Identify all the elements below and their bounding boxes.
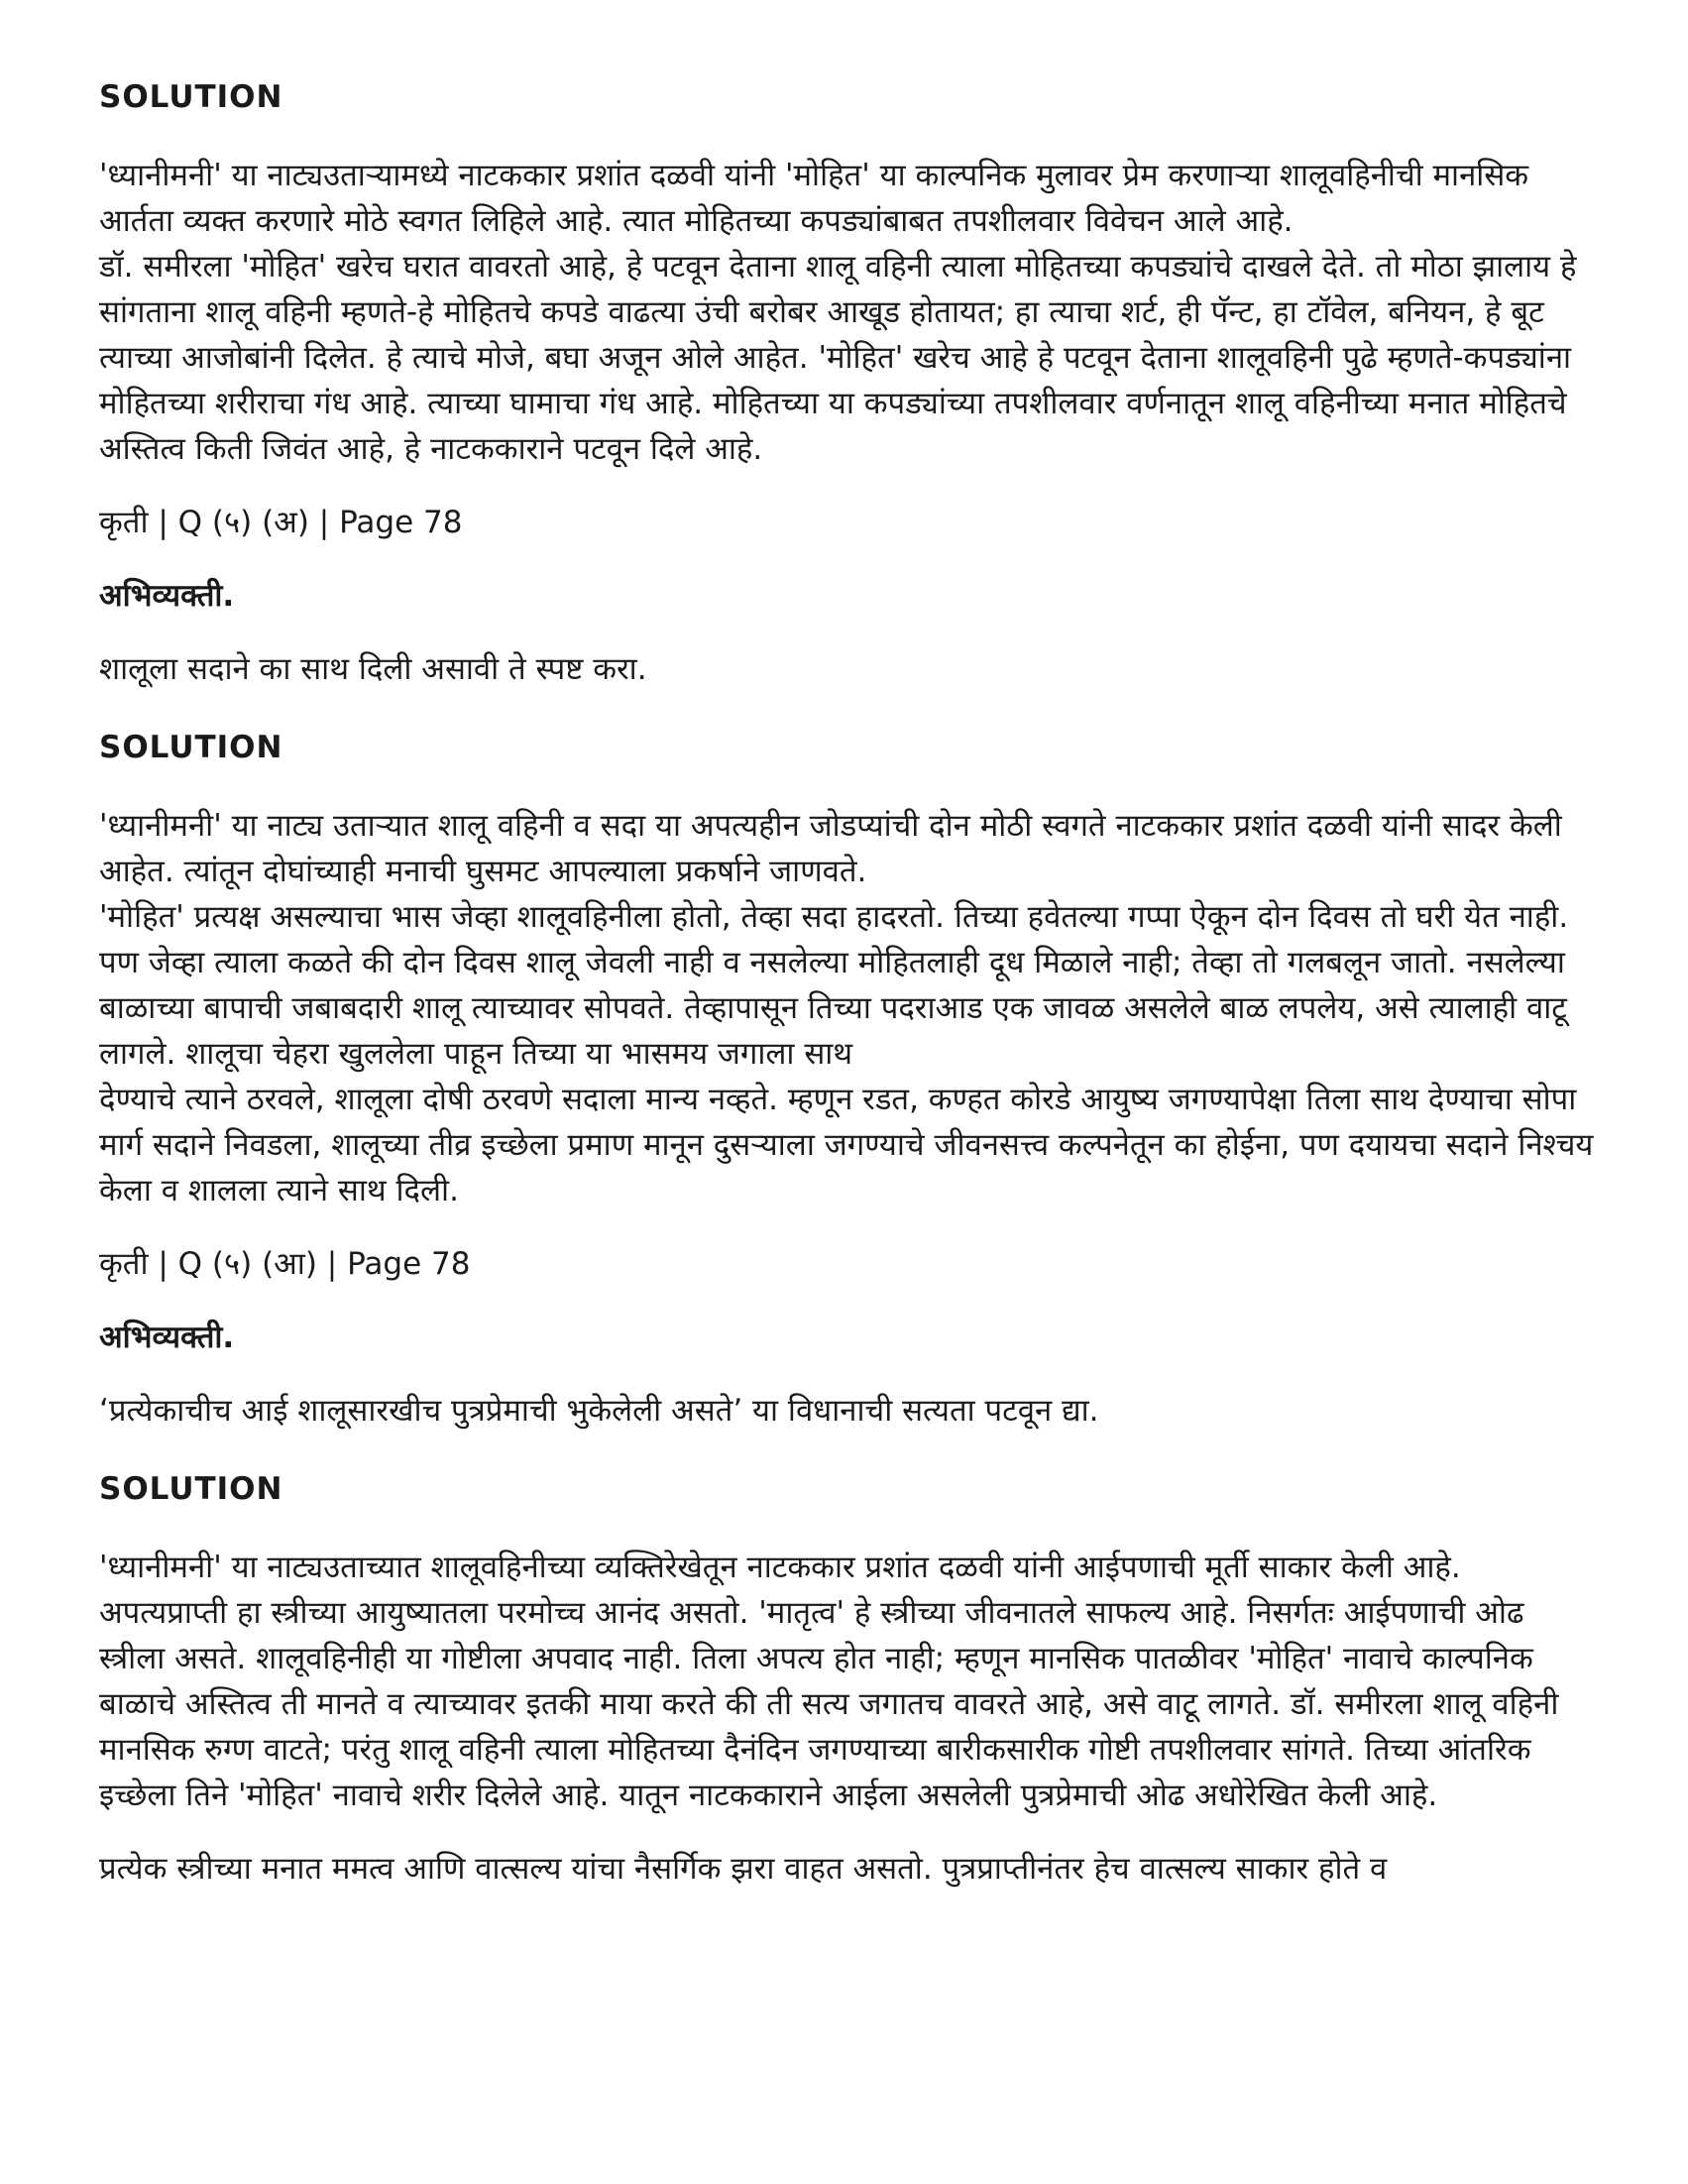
solution-paragraph: देण्याचे त्याने ठरवले, शालूला दोषी ठरवणे सदाला मान्य नव्हते. म्हणून रडत, कण्हत कोरडे आयुष्य जगण्यापेक्षा तिला साथ देण्याचा सोपा मार्ग सदाने निवडला, शालूच्या तीव्र इच्छेला प्रमाण मानून दुसऱ्याला जगण्याचे जीवनसत्त्व कल्पनेतून का होईना, पण दयायचा सदाने निश्चय केला व शालला त्याने साथ दिली.: [99, 1082, 1594, 1208]
question-reference: कृती | Q (५) (अ) | Page 78: [99, 505, 463, 540]
section-subheading: अभिव्यक्ती.: [99, 578, 235, 614]
question-reference: कृती | Q (५) (आ) | Page 78: [99, 1246, 471, 1282]
question-text: शालूला सदाने का साथ दिली असावी ते स्पष्ट करा.: [99, 651, 647, 687]
solution-paragraph: प्रत्येक स्त्रीच्या मनात ममत्व आणि वात्सल्य यांचा नैसर्गिक झरा वाहत असतो. पुत्रप्राप्तीनंतर हेच वात्सल्य साकार होते व: [99, 1851, 1388, 1887]
solution-paragraph: 'ध्यानीमनी' या नाट्य उताऱ्यात शालू वहिनी व सदा या अपत्यहीन जोडप्यांची दोन मोठी स्वगते नाटककार प्रशांत दळवी यांनी सादर केली आहेत. त्यांतून दोघांच्याही मनाची घुसमट आपल्याला प्रकर्षाने जाणवते.: [99, 808, 1562, 889]
solution-paragraph: 'ध्यानीमनी' या नाट्यउताऱ्यामध्ये नाटककार प्रशांत दळवी यांनी 'मोहित' या काल्पनिक मुलावर प्रेम करणाऱ्या शालूवहिनीची मानसिक आर्तता व्यक्त करणारे मोठे स्वगत लिहिले आहे. त्यात मोहितच्या कपड्यांबाबत तपशीलवार विवेचन आले आहे.: [99, 158, 1529, 239]
document-page: [99, 79, 1596, 1892]
solution-paragraph: 'मोहित' प्रत्यक्ष असल्याचा भास जेव्हा शालूवहिनीला होतो, तेव्हा सदा हादरतो. तिच्या हवेतल्या गप्पा ऐकून दोन दिवस तो घरी येत नाही. पण जेव्हा त्याला कळते की दोन दिवस शालू जेवली नाही व नसलेल्या मोहितलाही दूध मिळाले नाही; तेव्हा तो गलबलून जातो. नसलेल्या बाळाच्या बापाची जबाबदारी शालू त्याच्यावर सोपवते. तेव्हापासून तिच्या पदराआड एक जावळ असलेले बाळ लपलेय, असे त्यालाही वाटू लागले. शालूचा चेहरा खुललेला पाहून तिच्या या भासमय जगाला साथ: [99, 899, 1569, 1072]
section-subheading: अभिव्यक्ती.: [99, 1320, 235, 1355]
solution-paragraph: डॉ. समीरला 'मोहित' खरेच घरात वावरतो आहे, हे पटवून देताना शालू वहिनी त्याला मोहितच्या कपड्यांचे दाखले देते. तो मोठा झालाय हे सांगताना शालू वहिनी म्हणते-हे मोहितचे कपडे वाढत्या उंची बरोबर आखूड होतायत; हा त्याचा शर्ट, ही पॅन्ट, हा टॉवेल, बनियन, हे बूट त्याच्या आजोबांनी दिलेत. हे त्याचे मोजे, बघा अजून ओले आहेत. 'मोहित' खरेच आहे हे पटवून देताना शालूवहिनी पुढे म्हणते-कपड्यांना मोहितच्या शरीराचा गंध आहे. त्याच्या घामाचा गंध आहे. मोहितच्या या कपड्यांच्या तपशीलवार वर्णनातून शालू वहिनीच्या मनात मोहितचे अस्तित्व किती जिवंत आहे, हे नाटककाराने पटवून दिले आहे.: [99, 249, 1577, 467]
solution-heading: SOLUTION: [99, 1471, 283, 1507]
solution-paragraph: 'ध्यानीमनी' या नाट्यउताच्यात शालूवहिनीच्या व्यक्तिरेखेतून नाटककार प्रशांत दळवी यांनी आईपणाची मूर्ती साकार केली आहे. अपत्यप्राप्ती हा स्त्रीच्या आयुष्यातला परमोच्च आनंद असतो. 'मातृत्व' हे स्त्रीच्या जीवनातले साफल्य आहे. निसर्गतः आईपणाची ओढ स्त्रीला असते. शालूवहिनीही या गोष्टीला अपवाद नाही. तिला अपत्य होत नाही; म्हणून मानसिक पातळीवर 'मोहित' नावाचे काल्पनिक बाळाचे अस्तित्व ती मानते व त्याच्यावर इतकी माया करते की ती सत्य जगातच वावरते आहे, असे वाटू लागते. डॉ. समीरला शालू वहिनी मानसिक रुग्ण वाटते; परंतु शालू वहिनी त्याला मोहितच्या दैनंदिन जगण्याच्या बारीकसारीक गोष्टी तपशीलवार सांगते. तिच्या आंतरिक इच्छेला तिने 'मोहित' नावाचे शरीर दिलेले आहे. यातून नाटककाराने आईला असलेली पुत्रप्रेमाची ओढ अधोरेखित केली आहे.: [99, 1550, 1559, 1813]
solution-heading: SOLUTION: [99, 79, 283, 115]
question-text: ‘प्रत्येकाचीच आई शालूसारखीच पुत्रप्रेमाची भुकेलेली असते’ या विधानाची सत्यता पटवून द्या.: [99, 1393, 1099, 1429]
solution-heading: SOLUTION: [99, 730, 283, 765]
